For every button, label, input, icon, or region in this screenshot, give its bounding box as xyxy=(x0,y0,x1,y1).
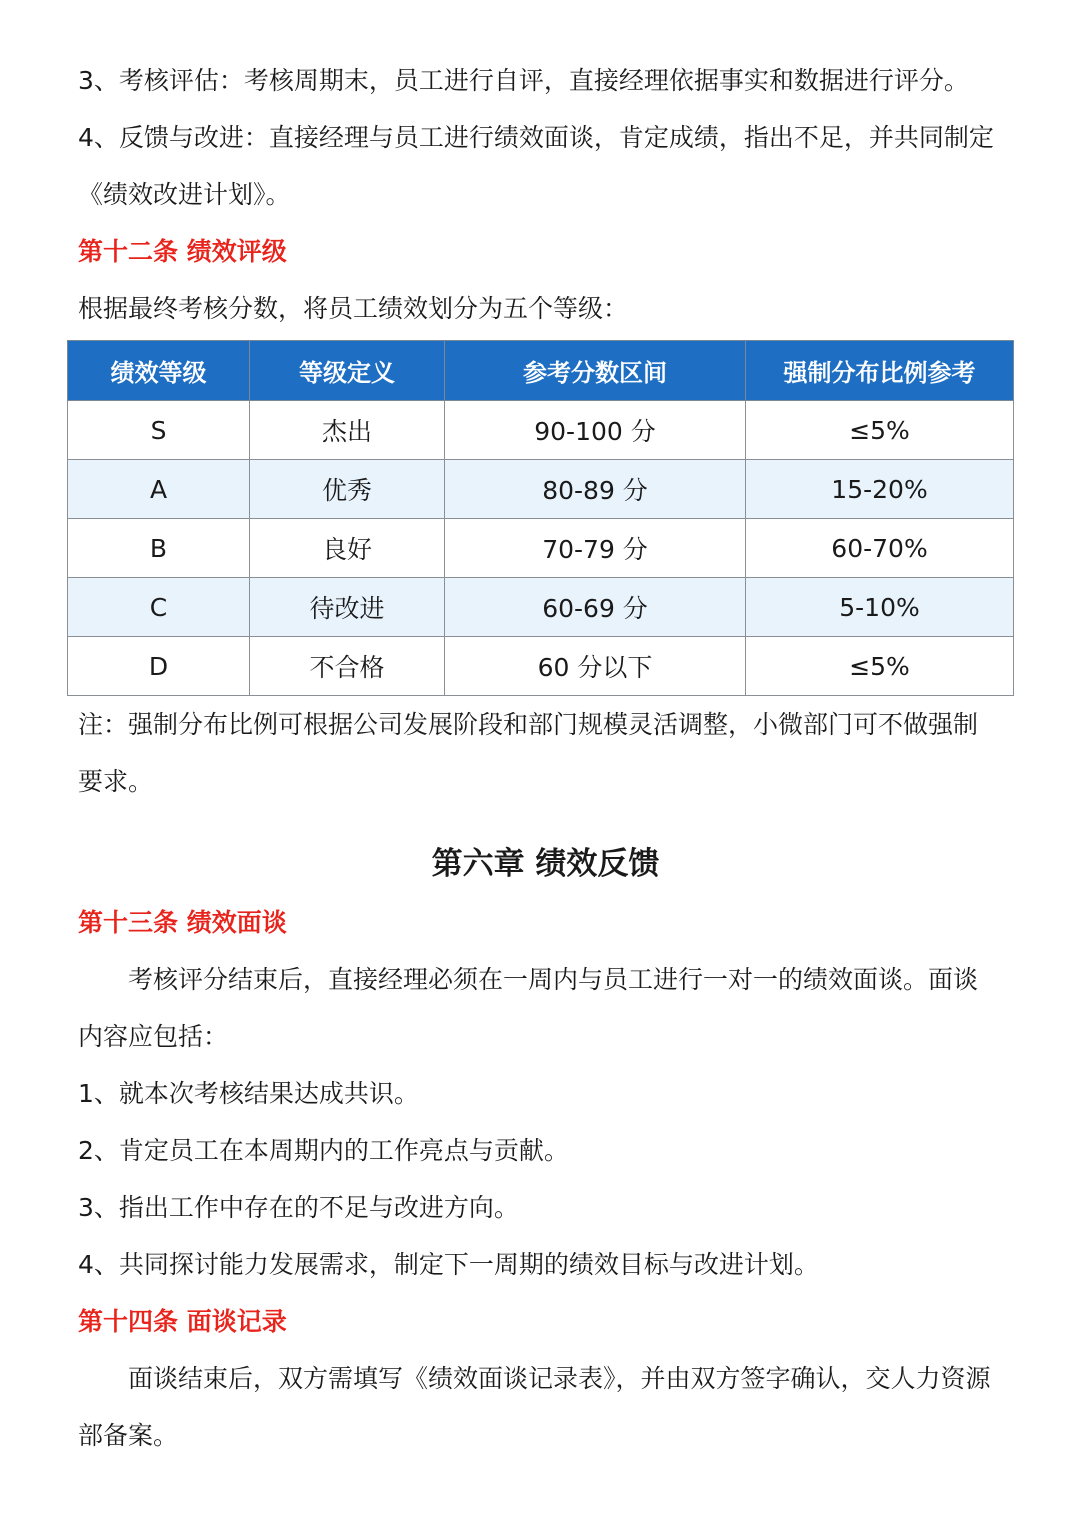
step-3-text: 3、考核评估：考核周期末，员工进行自评，直接经理依据事实和数据进行评分。 xyxy=(78,66,969,95)
cell-definition: 优秀 xyxy=(250,460,445,519)
article-12-heading: 第十二条 绩效评级 xyxy=(78,237,287,266)
cell-distribution: ≤5% xyxy=(746,637,1014,696)
cell-grade: D xyxy=(68,637,250,696)
article-13-paragraph: 考核评分结束后，直接经理必须在一周内与员工进行一对一的绩效面谈。面谈 xyxy=(128,965,979,994)
step-4-text-cont: 《绩效改进计划》。 xyxy=(78,180,291,209)
cell-definition: 杰出 xyxy=(250,401,445,460)
article-14-paragraph: 面谈结束后，双方需填写《绩效面谈记录表》，并由双方签字确认，交人力资源 xyxy=(128,1364,991,1393)
cell-grade: C xyxy=(68,578,250,637)
cell-score-range: 70-79 分 xyxy=(445,519,746,578)
cell-score-range: 60 分以下 xyxy=(445,637,746,696)
table-row xyxy=(68,578,1014,637)
header-grade: 绩效等级 xyxy=(68,341,250,401)
article-14-paragraph-cont: 部备案。 xyxy=(78,1421,179,1450)
header-distribution: 强制分布比例参考 xyxy=(746,341,1014,401)
table-row xyxy=(68,460,1014,519)
table-row xyxy=(68,637,1014,696)
cell-distribution: 15-20% xyxy=(746,460,1014,519)
header-definition: 等级定义 xyxy=(250,341,445,401)
grade-table-header-row xyxy=(68,341,1014,401)
chapter-6-title: 第六章 绩效反馈 xyxy=(431,846,660,882)
cell-definition: 良好 xyxy=(250,519,445,578)
document-page xyxy=(78,52,1013,1464)
cell-definition: 不合格 xyxy=(250,637,445,696)
cell-grade: A xyxy=(68,460,250,519)
cell-distribution: 60-70% xyxy=(746,519,1014,578)
cell-grade: B xyxy=(68,519,250,578)
article-12-intro: 根据最终考核分数，将员工绩效划分为五个等级： xyxy=(78,294,629,323)
grade-table xyxy=(67,340,1014,696)
note-text-cont: 要求。 xyxy=(78,767,154,796)
article-13-paragraph-cont: 内容应包括： xyxy=(78,1022,229,1051)
cell-score-range: 80-89 分 xyxy=(445,460,746,519)
header-score-range: 参考分数区间 xyxy=(445,341,746,401)
list-item: 1、就本次考核结果达成共识。 xyxy=(78,1079,419,1108)
table-row xyxy=(68,519,1014,578)
cell-definition: 待改进 xyxy=(250,578,445,637)
list-item: 2、肯定员工在本周期内的工作亮点与贡献。 xyxy=(78,1136,569,1165)
cell-score-range: 60-69 分 xyxy=(445,578,746,637)
step-4-text: 4、反馈与改进：直接经理与员工进行绩效面谈，肯定成绩，指出不足，并共同制定 xyxy=(78,123,994,152)
article-14-heading: 第十四条 面谈记录 xyxy=(78,1307,287,1336)
table-row xyxy=(68,401,1014,460)
list-item: 3、指出工作中存在的不足与改进方向。 xyxy=(78,1193,519,1222)
note-text: 注：强制分布比例可根据公司发展阶段和部门规模灵活调整，小微部门可不做强制 xyxy=(78,710,979,739)
article-13-heading: 第十三条 绩效面谈 xyxy=(78,908,287,937)
list-item: 4、共同探讨能力发展需求，制定下一周期的绩效目标与改进计划。 xyxy=(78,1250,819,1279)
cell-score-range: 90-100 分 xyxy=(445,401,746,460)
cell-distribution: ≤5% xyxy=(746,401,1014,460)
cell-distribution: 5-10% xyxy=(746,578,1014,637)
cell-grade: S xyxy=(68,401,250,460)
